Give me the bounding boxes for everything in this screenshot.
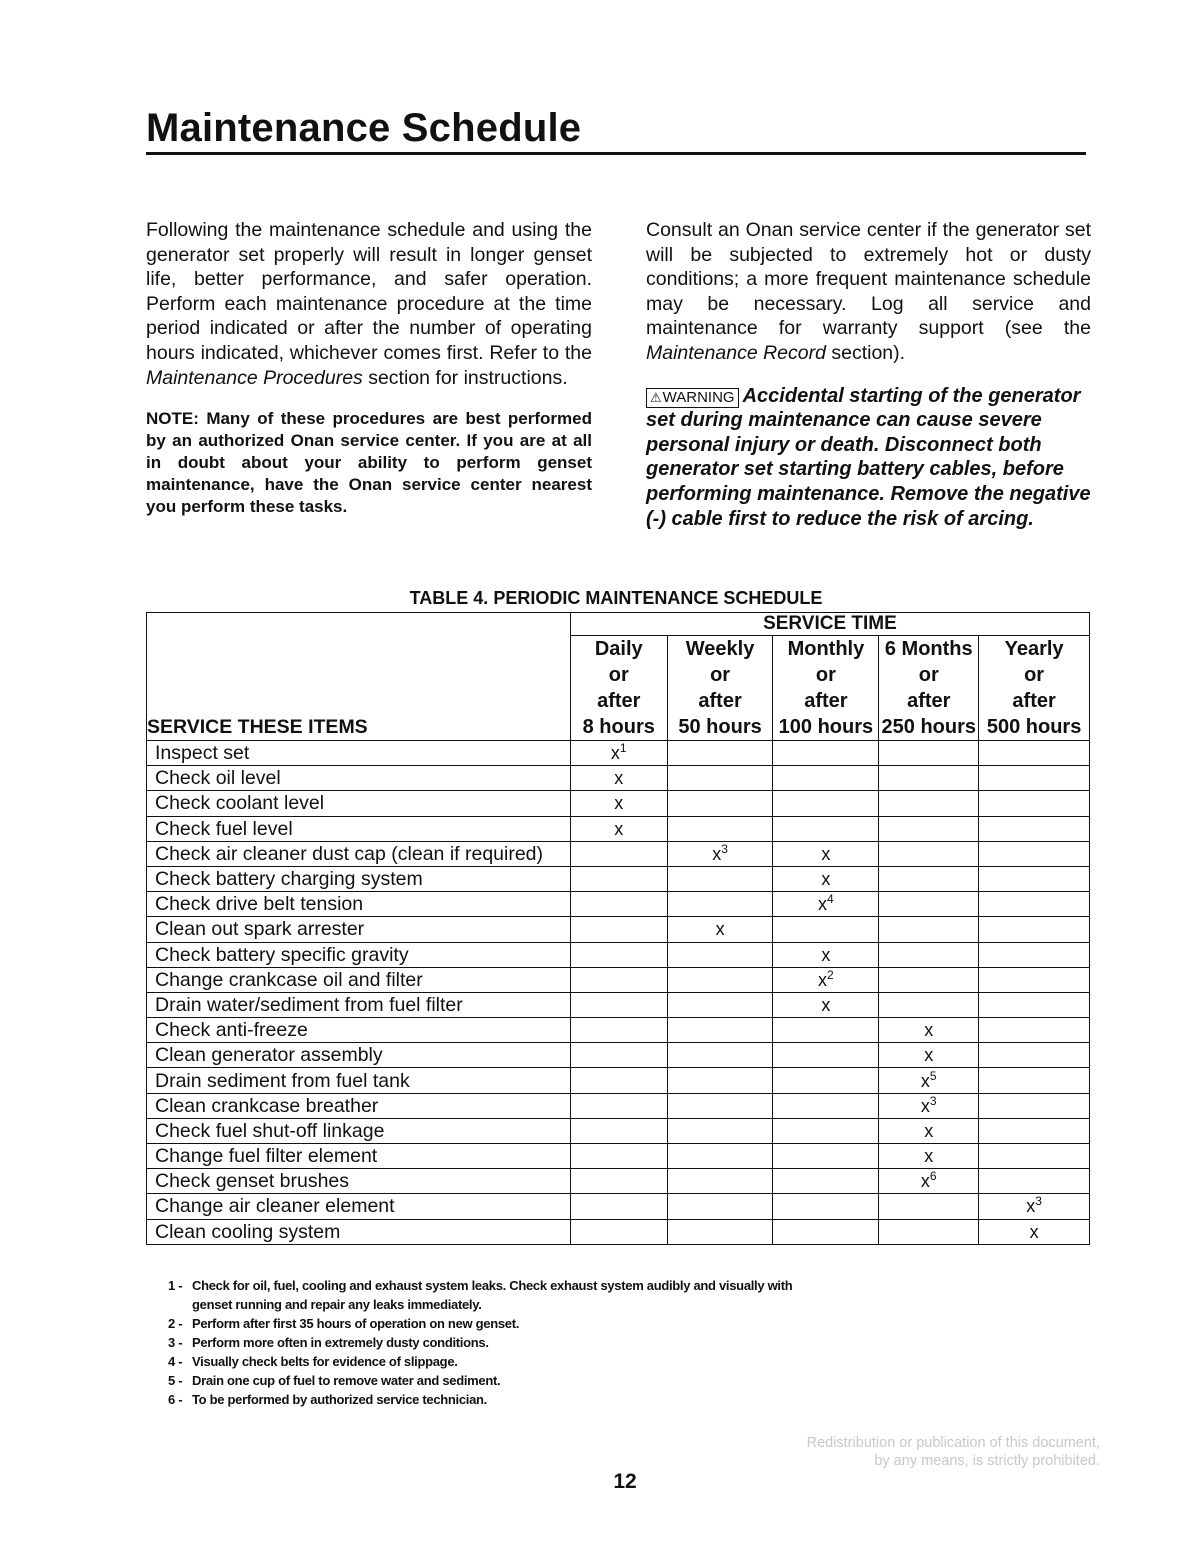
mark-x: x [1026,1196,1036,1217]
mark-x: x [920,1171,930,1192]
footnote [168,1314,832,1333]
table-row [147,816,1090,841]
service-item: Check battery charging system [147,866,571,891]
schedule-mark [667,892,773,917]
disclaimer [807,1434,1100,1470]
schedule-mark [570,1118,667,1143]
schedule-mark [570,741,667,766]
mark-x: x [610,743,620,764]
schedule-mark [570,892,667,917]
mark-footnote-ref: 4 [827,892,834,907]
footnote-number: 6 - [168,1392,183,1407]
service-item: Drain water/sediment from fuel filter [147,992,571,1017]
footnote-text: Perform more often in extremely dusty conditions. [192,1335,489,1350]
warning-paragraph [646,384,1091,532]
period-header-line: or [918,664,939,686]
schedule-mark [879,866,979,891]
schedule-mark [570,1068,667,1093]
period-header-line: 100 hours [778,716,874,738]
table-row [147,1118,1090,1143]
period-header [773,636,879,741]
mark-x: x [920,1095,930,1116]
table-row [147,1018,1090,1043]
schedule-mark [667,1018,773,1043]
mark-footnote-ref: 5 [929,1068,937,1083]
schedule-mark [570,1194,667,1219]
schedule-mark [879,816,979,841]
table-caption: TABLE 4. PERIODIC MAINTENANCE SCHEDULE [409,588,823,608]
table-row [147,1219,1090,1244]
service-item: Check drive belt tension [147,892,571,917]
mark-x: x [712,843,722,864]
service-item: Check fuel shut-off linkage [147,1118,571,1143]
period-header [979,636,1090,741]
schedule-mark [773,791,879,816]
service-item: Check anti-freeze [147,1018,571,1043]
table-row [147,766,1090,791]
schedule-mark [979,992,1090,1017]
maintenance-table [146,612,1090,1245]
service-item: Check battery specific gravity [147,942,571,967]
schedule-mark [667,917,773,942]
schedule-mark [979,1068,1090,1093]
footnote-number: 2 - [168,1316,183,1331]
schedule-mark [879,1068,979,1093]
schedule-mark [773,1219,879,1244]
schedule-mark [570,992,667,1017]
footnote-number: 3 - [168,1335,183,1350]
period-header-line: after [597,690,641,712]
service-item: Check fuel level [147,816,571,841]
period-header-line: Weekly [685,638,755,660]
schedule-mark [570,942,667,967]
schedule-mark [879,791,979,816]
schedule-mark [979,1043,1090,1068]
intro-text-end: section for instructions. [362,366,568,389]
schedule-mark [979,866,1090,891]
table-row [147,1169,1090,1194]
schedule-mark [979,1194,1090,1219]
period-header-line: 250 hours [881,716,976,738]
period-header-line: Daily [594,638,643,660]
schedule-mark [979,1219,1090,1244]
schedule-mark [667,1219,773,1244]
table-row [147,791,1090,816]
schedule-mark [570,816,667,841]
schedule-mark [879,967,979,992]
mark-x: x [924,1020,934,1041]
schedule-mark [773,1068,879,1093]
schedule-mark [773,967,879,992]
table-row [147,1093,1090,1118]
schedule-mark [979,967,1090,992]
schedule-mark [979,766,1090,791]
schedule-mark [773,1093,879,1118]
table-row [147,866,1090,891]
schedule-mark [773,1018,879,1043]
footnote-text: Drain one cup of fuel to remove water and sediment. [192,1373,501,1388]
schedule-mark [979,1118,1090,1143]
schedule-mark [879,942,979,967]
table-row [147,1194,1090,1219]
warning-text: Accidental starting of the generator set during maintenance can cause severe personal injury or death. Disconnect both generator set starting battery cables, before performing maintenance. Remove the negative (-) cable first to reduce the risk of arcing. [646,384,1091,530]
schedule-mark [570,1219,667,1244]
schedule-mark [979,816,1090,841]
service-item: Change fuel filter element [147,1144,571,1169]
schedule-mark [773,1118,879,1143]
mark-footnote-ref: 1 [619,741,627,756]
service-items-header: SERVICE THESE ITEMS [147,613,571,741]
service-time-header: SERVICE TIME [570,613,1089,636]
schedule-mark [879,1219,979,1244]
schedule-mark [570,866,667,891]
footnote [168,1390,832,1409]
schedule-mark [773,892,879,917]
table-row [147,1144,1090,1169]
period-header-line: 500 hours [986,716,1082,738]
period-header-line: or [1024,664,1045,686]
schedule-mark [570,917,667,942]
warning-label-text: WARNING [662,388,735,406]
schedule-mark [570,1144,667,1169]
period-header-line: or [815,664,836,686]
footnote-text: Perform after first 35 hours of operation on new genset. [192,1316,520,1331]
schedule-mark [773,1043,879,1068]
schedule-mark [667,866,773,891]
service-item: Clean cooling system [147,1219,571,1244]
schedule-mark [979,942,1090,967]
service-item: Change crankcase oil and filter [147,967,571,992]
mark-footnote-ref: 3 [721,841,728,856]
mark-x: x [821,994,831,1015]
schedule-mark [879,1018,979,1043]
schedule-mark [667,1194,773,1219]
schedule-mark [570,1169,667,1194]
warning-triangle-icon: ⚠ [650,389,662,405]
period-header-line: Monthly [787,638,865,660]
schedule-mark [979,892,1090,917]
schedule-mark [773,942,879,967]
mark-x: x [920,1070,930,1091]
schedule-mark [879,1144,979,1169]
intro-text: Following the maintenance schedule and using the generator set properly will result in longer genset life, better performance, and safer operation. Perform each maintenance procedure at the time period indicated or after the number of operating hours indicated, whichever comes first. Refer to the [146,219,592,364]
footnote [168,1333,832,1352]
mark-x: x [821,944,831,965]
table-row [147,892,1090,917]
disclaimer-line-2: by any means, is strictly prohibited. [874,1453,1100,1469]
schedule-mark [773,1144,879,1169]
period-header-line: 6 Months [884,638,973,660]
mark-x: x [924,1045,934,1066]
period-header [570,636,667,741]
schedule-mark [570,766,667,791]
footnote-number: 4 - [168,1354,183,1369]
service-item: Inspect set [147,741,571,766]
schedule-mark [879,841,979,866]
service-item: Check oil level [147,766,571,791]
schedule-mark [773,841,879,866]
schedule-mark [570,1093,667,1118]
table-row [147,967,1090,992]
schedule-mark [879,766,979,791]
schedule-mark [570,967,667,992]
period-header-line: or [710,664,731,686]
period-header-line: after [907,690,951,712]
consult-text: Consult an Onan service center if the generator set will be subjected to extremely hot or dusty conditions; a more frequent maintenance schedule may be necessary. Log all service and maintenance for warranty support (see the [646,219,1091,340]
schedule-mark [773,1169,879,1194]
schedule-mark [667,967,773,992]
footnote-text: To be performed by authorized service technician. [192,1392,487,1407]
footnote-number: 5 - [168,1373,183,1388]
mark-x: x [1029,1221,1039,1242]
mark-footnote-ref: 3 [929,1093,937,1108]
schedule-mark [667,1093,773,1118]
schedule-mark [879,992,979,1017]
schedule-mark [979,1169,1090,1194]
schedule-mark [773,917,879,942]
footnote [168,1371,832,1390]
schedule-mark [667,1118,773,1143]
service-item: Check air cleaner dust cap (clean if required) [147,841,571,866]
schedule-mark [570,1043,667,1068]
service-item: Clean crankcase breather [147,1093,571,1118]
intro-emphasis: Maintenance Procedures [146,366,363,389]
schedule-mark [879,1194,979,1219]
schedule-mark [879,741,979,766]
schedule-mark [979,741,1090,766]
schedule-mark [773,992,879,1017]
mark-x: x [818,894,828,915]
schedule-mark [667,741,773,766]
schedule-mark [667,992,773,1017]
schedule-mark [773,816,879,841]
consult-paragraph [646,218,1091,366]
schedule-mark [667,1144,773,1169]
table-row [147,1043,1090,1068]
schedule-mark [879,1118,979,1143]
service-item: Drain sediment from fuel tank [147,1068,571,1093]
schedule-mark [979,791,1090,816]
period-header-line: Yearly [1004,638,1064,660]
footnote-text: Visually check belts for evidence of slippage. [192,1354,458,1369]
schedule-mark [667,791,773,816]
schedule-body [147,741,1090,1245]
service-item: Change air cleaner element [147,1194,571,1219]
footnote [168,1276,832,1314]
intro-right-column [646,218,1091,549]
schedule-mark [879,1169,979,1194]
mark-x: x [924,1146,934,1167]
schedule-mark [570,1018,667,1043]
schedule-mark [667,841,773,866]
consult-emphasis: Maintenance Record [646,341,826,364]
period-header [879,636,979,741]
schedule-mark [667,1169,773,1194]
mark-footnote-ref: 2 [827,967,834,982]
period-header [667,636,773,741]
intro-left-column [146,218,592,536]
mark-x: x [818,969,828,990]
service-item: Clean generator assembly [147,1043,571,1068]
page-title: Maintenance Schedule [146,106,582,150]
schedule-mark [879,1043,979,1068]
schedule-mark [570,791,667,816]
period-header-line: after [1012,690,1056,712]
schedule-mark [979,1144,1090,1169]
period-header-line: 50 hours [678,716,762,738]
mark-x: x [614,793,624,814]
service-item: Clean out spark arrester [147,917,571,942]
mark-x: x [715,919,725,940]
service-item: Check genset brushes [147,1169,571,1194]
schedule-mark [879,1093,979,1118]
schedule-mark [773,766,879,791]
schedule-mark [667,1068,773,1093]
period-header-line: after [698,690,742,712]
footnote-text: Check for oil, fuel, cooling and exhaust system leaks. Check exhaust system audibly and visually with genset running and repair any leaks immediately. [192,1278,793,1312]
schedule-mark [773,741,879,766]
schedule-mark [773,1194,879,1219]
table-row [147,942,1090,967]
mark-x: x [614,818,624,839]
footnote [168,1352,832,1371]
schedule-mark [667,766,773,791]
service-item: Check coolant level [147,791,571,816]
schedule-mark [979,1093,1090,1118]
disclaimer-line-1: Redistribution or publication of this document, [806,1435,1100,1451]
table-row [147,1068,1090,1093]
table-row [147,917,1090,942]
schedule-mark [979,917,1090,942]
mark-x: x [614,768,624,789]
schedule-mark [773,866,879,891]
table-row [147,841,1090,866]
period-header-line: 8 hours [582,716,655,738]
schedule-mark [570,841,667,866]
schedule-mark [979,1018,1090,1043]
table-row [147,741,1090,766]
warning-label [646,388,739,408]
mark-footnote-ref: 3 [1035,1194,1042,1209]
table-row [147,992,1090,1017]
schedule-mark [979,841,1090,866]
period-header-line: or [608,664,629,686]
mark-x: x [821,843,831,864]
mark-x: x [924,1120,934,1141]
schedule-mark [667,1043,773,1068]
schedule-mark [667,816,773,841]
schedule-mark [879,892,979,917]
schedule-mark [879,917,979,942]
note-paragraph: NOTE: Many of these procedures are best performed by an authorized Onan service center. If you are at all in doubt about your ability to perform genset maintenance, have the Onan service center nearest you perform these tasks. [146,409,592,517]
page-number: 12 [613,1470,637,1493]
mark-x: x [821,869,831,890]
intro-paragraph [146,218,592,390]
consult-text-end: section). [825,341,906,364]
footnotes [168,1276,832,1409]
period-header-line: after [804,690,848,712]
mark-footnote-ref: 6 [929,1169,937,1184]
schedule-mark [667,942,773,967]
footnote-number: 1 - [168,1278,183,1293]
title-underline [146,152,1086,155]
